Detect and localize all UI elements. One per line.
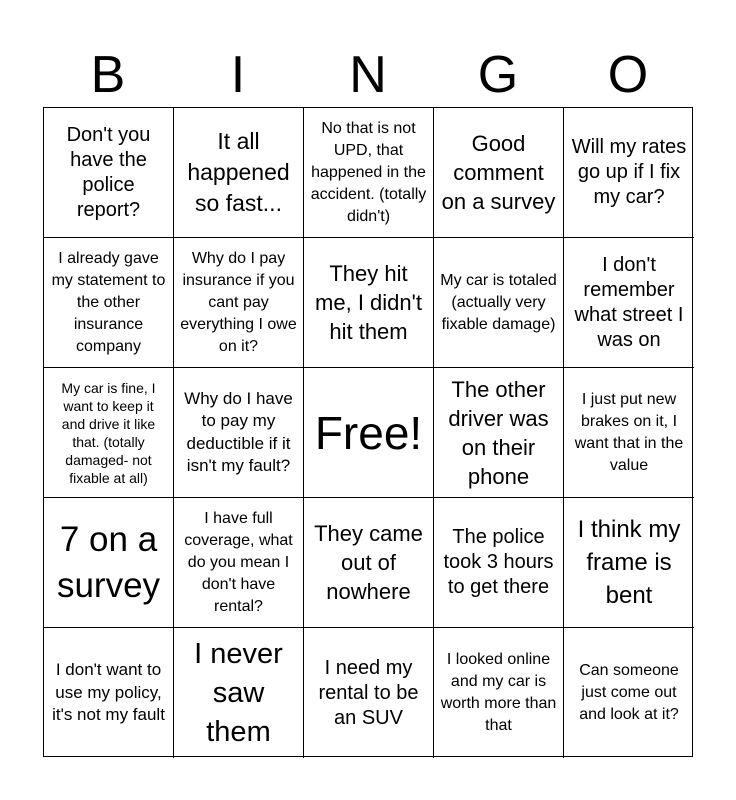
bingo-cell-r3-c2 — [174, 368, 304, 498]
cell-text: No that is not UPD, that happened in the accident. (totally didn't) — [310, 119, 427, 225]
cell-text: Why do I have to pay my deductible if it isn't my fault? — [184, 388, 293, 475]
cell-text: I have full coverage, what do you mean I don't have rental? — [184, 509, 293, 615]
cell-text: Why do I pay insurance if you cant pay everything I owe on it? — [180, 249, 297, 355]
cell-text: Will my rates go up if I fix my car? — [571, 136, 687, 208]
bingo-cell-r5-c2 — [174, 628, 304, 758]
cell-text: I don't want to use my policy, it's not my fault — [52, 660, 165, 725]
cell-text: I don't remember what street I was on — [574, 253, 684, 351]
header-letter-g: G — [477, 46, 519, 104]
bingo-cell-r2-c5 — [564, 238, 694, 368]
bingo-card-grid — [43, 107, 693, 757]
header-letter-o: O — [607, 46, 649, 104]
bingo-cell-r3-c1 — [44, 368, 174, 498]
bingo-cell-r2-c4 — [434, 238, 564, 368]
bingo-cell-r5-c3 — [304, 628, 434, 758]
bingo-cell-r4-c4 — [434, 498, 564, 628]
bingo-cell-r4-c3 — [304, 498, 434, 628]
cell-text: Good comment on a survey — [441, 131, 556, 214]
bingo-cell-r5-c1 — [44, 628, 174, 758]
bingo-cell-r3-c3-free — [304, 368, 434, 498]
cell-text: I already gave my statement to the other insurance company — [51, 249, 166, 355]
header-letter-n: N — [349, 46, 387, 104]
cell-text: I just put new brakes on it, I want that in the value — [574, 390, 684, 474]
cell-text: They hit me, I didn't hit them — [315, 261, 422, 344]
bingo-header — [43, 45, 693, 105]
header-letter-i: I — [230, 46, 246, 104]
cell-text: The police took 3 hours to get there — [443, 526, 554, 598]
bingo-cell-r2-c2 — [174, 238, 304, 368]
cell-text: Don't you have the police report? — [66, 123, 151, 221]
bingo-cell-r1-c1 — [44, 108, 174, 238]
bingo-cell-r1-c3 — [304, 108, 434, 238]
bingo-cell-r5-c5 — [564, 628, 694, 758]
bingo-cell-r1-c5 — [564, 108, 694, 238]
bingo-cell-r3-c4 — [434, 368, 564, 498]
bingo-cell-r4-c2 — [174, 498, 304, 628]
cell-text: I think my frame is bent — [577, 516, 681, 609]
bingo-cell-r1-c4 — [434, 108, 564, 238]
bingo-cell-r3-c5 — [564, 368, 694, 498]
cell-text: My car is fine, I want to keep it and drive it like that. (totally damaged- not fixable at all) — [61, 379, 156, 486]
cell-text: I looked online and my car is worth more than that — [440, 651, 557, 734]
cell-text: The other driver was on their phone — [448, 376, 549, 489]
cell-text: Can someone just come out and look at it? — [579, 662, 679, 723]
cell-text: My car is totaled (actually very fixable damage) — [440, 271, 557, 333]
cell-text: I need my rental to be an SUV — [318, 656, 419, 729]
bingo-cell-r2-c1 — [44, 238, 174, 368]
cell-text: It all happened so fast... — [187, 128, 290, 216]
bingo-cell-r1-c2 — [174, 108, 304, 238]
cell-text: 7 on a survey — [56, 519, 161, 605]
header-letter-b: B — [90, 46, 126, 104]
bingo-cell-r4-c1 — [44, 498, 174, 628]
free-space-text: Free! — [314, 406, 423, 459]
bingo-cell-r2-c3 — [304, 238, 434, 368]
bingo-cell-r4-c5 — [564, 498, 694, 628]
cell-text: I never saw them — [194, 637, 283, 748]
cell-text: They came out of nowhere — [314, 521, 423, 604]
bingo-cell-r5-c4 — [434, 628, 564, 758]
